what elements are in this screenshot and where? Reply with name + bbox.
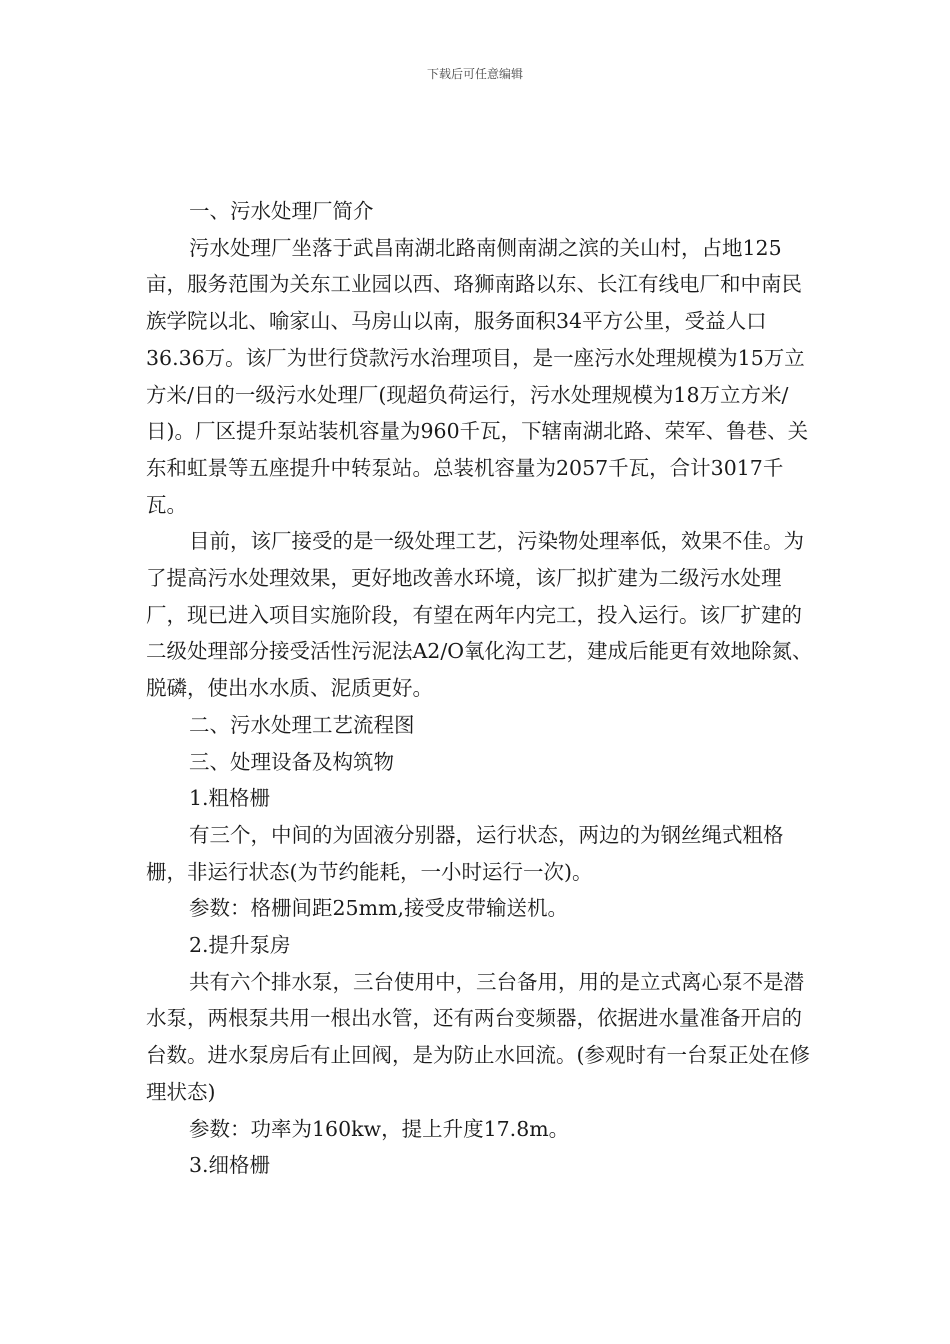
section-heading-equipment: 三、处理设备及构筑物 (189, 749, 394, 774)
subheading-coarse-screen: 1.粗格栅 (189, 786, 271, 811)
paragraph-coarse-screen-params: 参数：格栅间距25mm,接受皮带输送机。 (189, 896, 568, 921)
paragraph-current-process: 目前，该厂接受的是一级处理工艺，污染物处理率低，效果不佳。为了提高污水处理效果，更好地改善水环境，该厂拟扩建为二级污水处理厂，现已进入项目实施阶段，有望在两年内完工，投入运行。该厂扩建的二级处理部分接受活性污泥法A2/O氧化沟工艺，建成后能更有效地除氮、脱磷，使出水水质、泥质更好。 (146, 529, 813, 701)
paragraph-plant-overview: 污水处理厂坐落于武昌南湖北路南侧南湖之滨的关山村，占地125亩，服务范围为关东工业园以西、珞狮南路以东、长江有线电厂和中南民族学院以北、喻家山、马房山以南，服务面积34平方公里，受益人口36.36万。该厂为世行贷款污水治理项目，是一座污水处理规模为15万立方米/日的一级污水处理厂(现超负荷运行，污水处理规模为18万立方米/日)。厂区提升泵站装机容量为960千瓦，下辖南湖北路、荣军、鲁巷、关东和虹景等五座提升中转泵站。总装机容量为2057千瓦，合计3017千瓦。 (146, 235, 809, 517)
paragraph-pump-house: 共有六个排水泵，三台使用中，三台备用，用的是立式离心泵不是潜水泵，两根泵共用一根出水管，还有两台变频器，依据进水量准备开启的台数。进水泵房后有止回阀，是为防止水回流。(参观时有一台泵正处在修理状态) (146, 969, 810, 1104)
section-heading-flowchart: 二、污水处理工艺流程图 (189, 712, 415, 737)
section-heading-intro: 一、污水处理厂简介 (189, 199, 374, 223)
paragraph-pump-house-params: 参数：功率为160kw，提上升度17.8m。 (189, 1116, 570, 1141)
subheading-fine-screen: 3.细格栅 (189, 1153, 271, 1178)
subheading-pump-house: 2.提升泵房 (189, 933, 291, 958)
page-header-note: 下载后可任意编辑 (426, 67, 523, 81)
paragraph-coarse-screen: 有三个，中间的为固液分别器，运行状态，两边的为钢丝绳式粗格栅，非运行状态(为节约能耗，一小时运行一次)。 (146, 822, 784, 884)
document-body (146, 193, 816, 1184)
